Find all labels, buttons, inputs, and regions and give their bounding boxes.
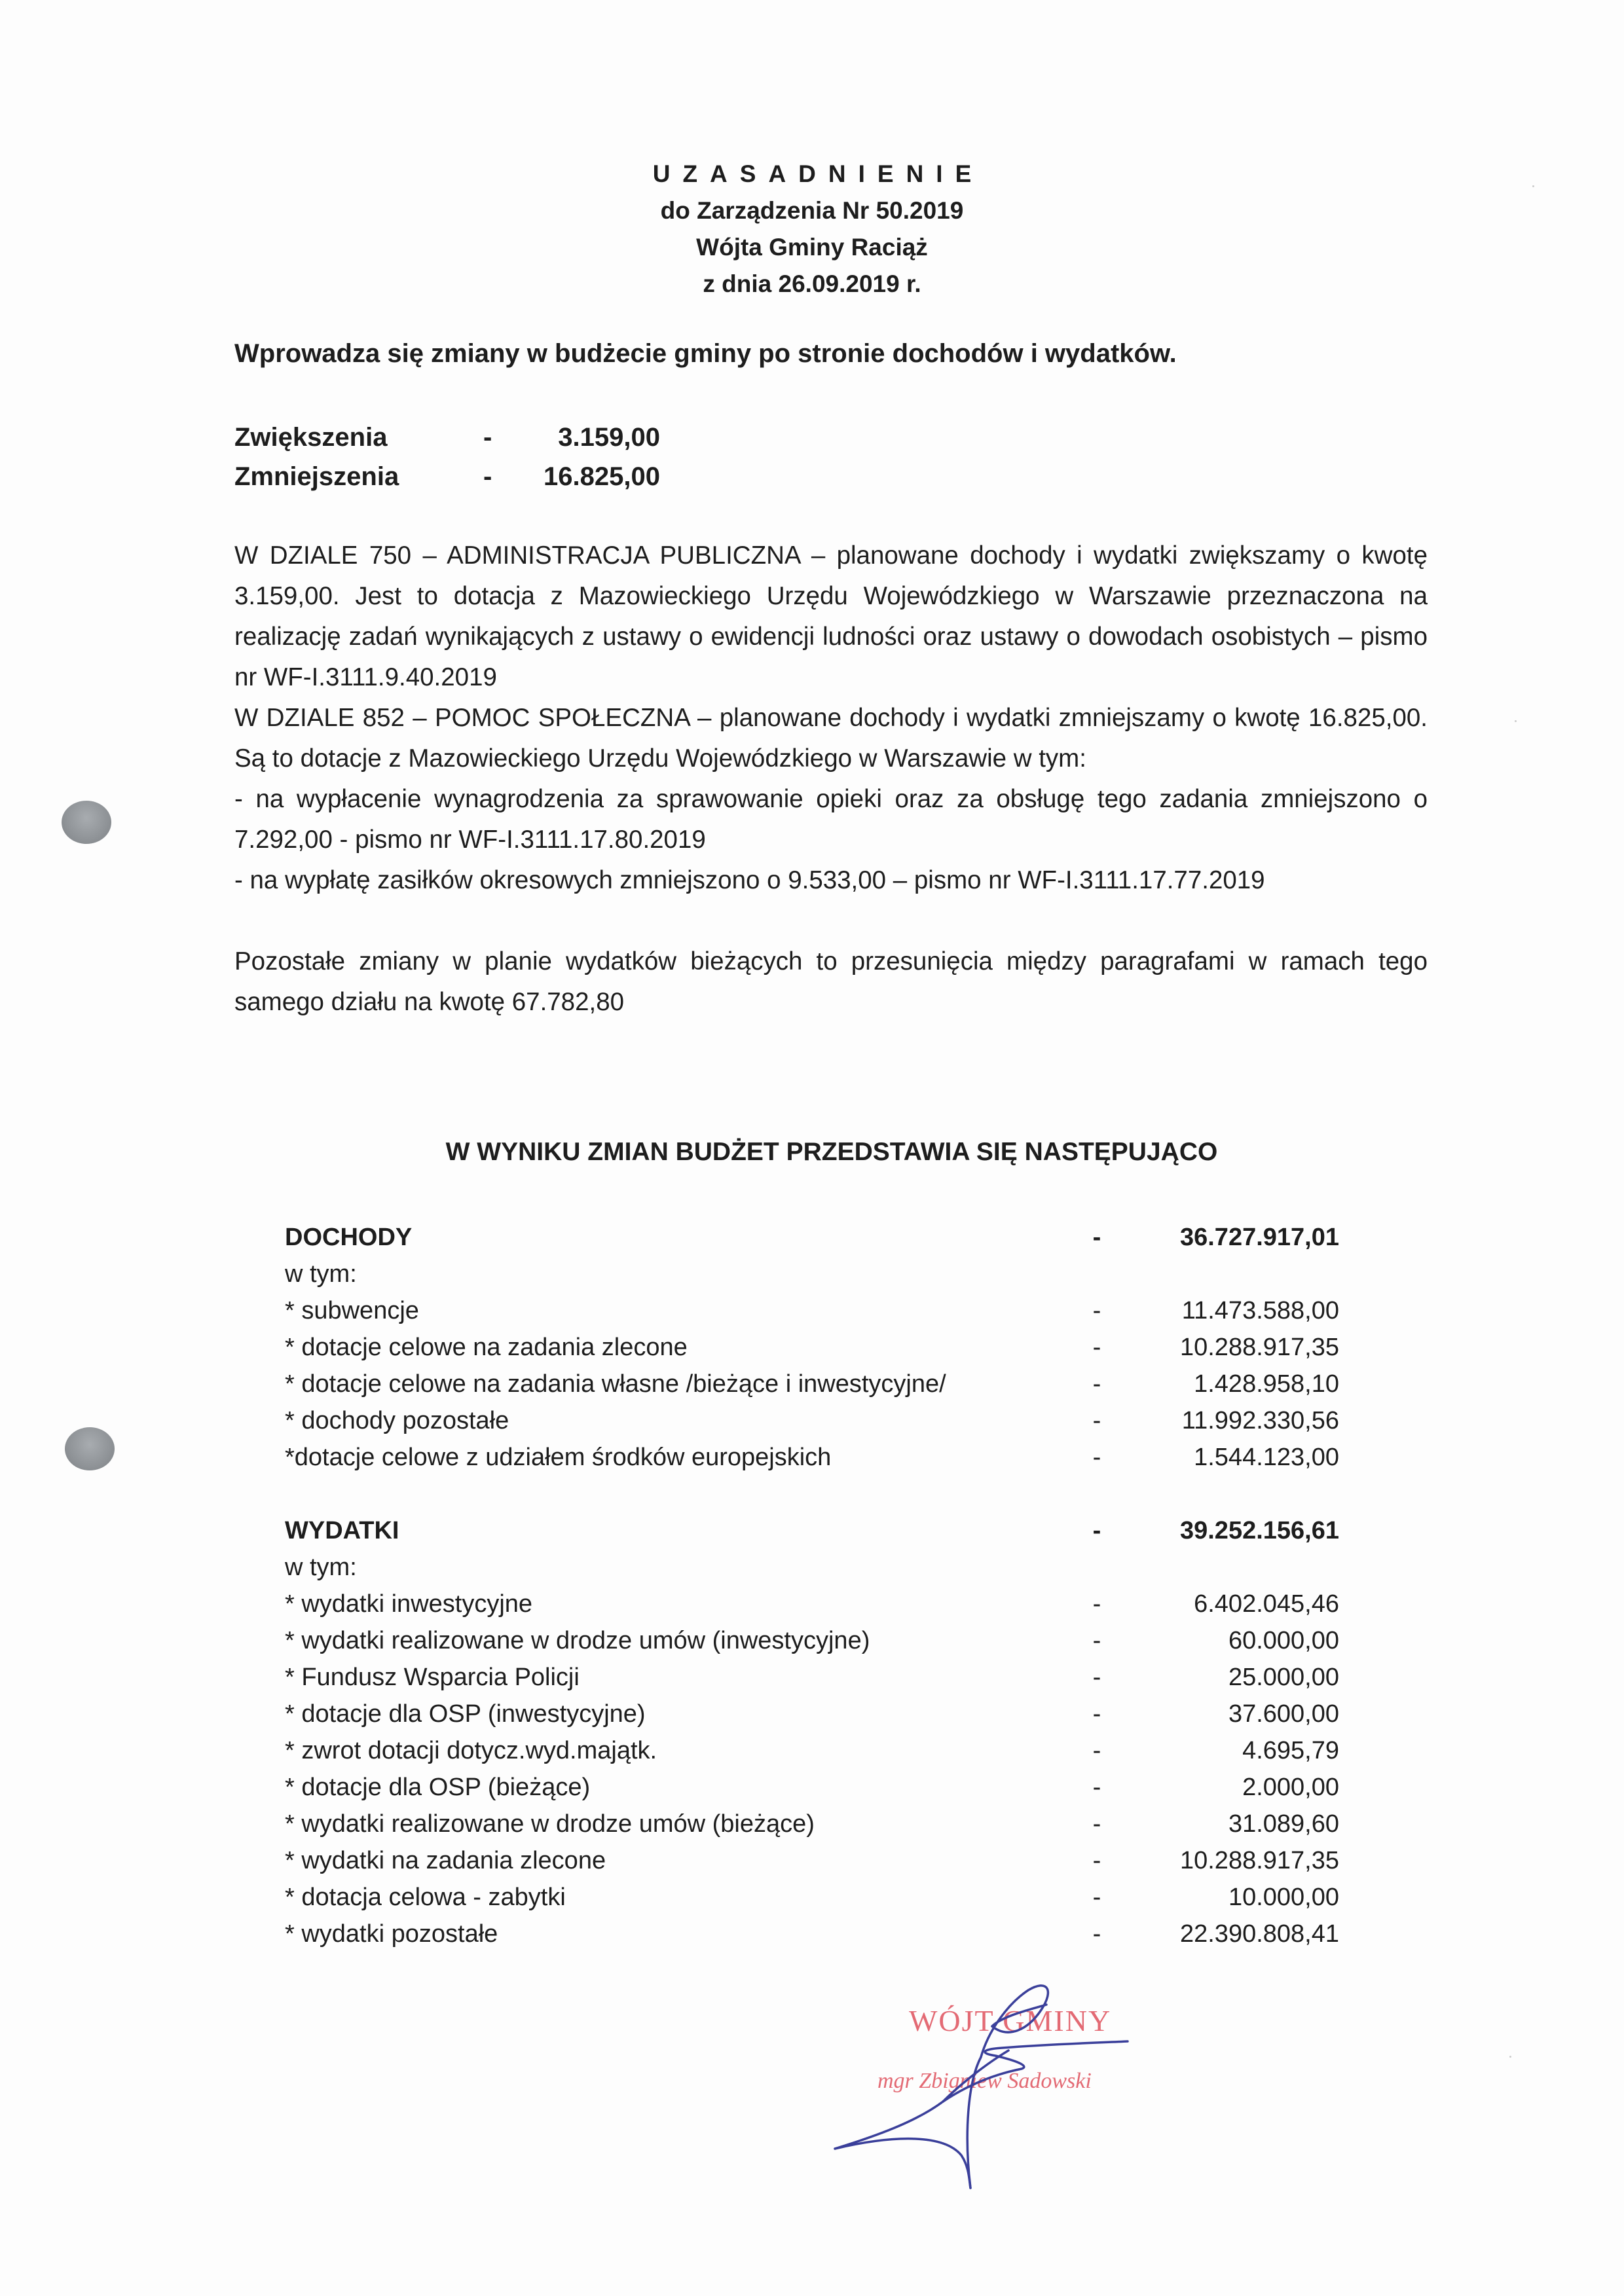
stamp-title: WÓJT GMINY bbox=[909, 2004, 1112, 2037]
row-dash: - bbox=[1092, 1406, 1101, 1434]
row-value: 36.727.917,01 bbox=[1179, 1223, 1339, 1251]
row-dash: - bbox=[1092, 1736, 1101, 1764]
summary-label: Zmniejszenia bbox=[234, 462, 399, 491]
row-dash: - bbox=[1092, 1663, 1101, 1691]
row-value: 37.600,00 bbox=[1228, 1700, 1339, 1728]
row-value: 10.000,00 bbox=[1228, 1883, 1339, 1911]
table-row bbox=[285, 1769, 1339, 1806]
table-row bbox=[285, 1916, 1339, 1952]
row-dash: - bbox=[1092, 1883, 1101, 1911]
summary-dash: - bbox=[483, 462, 492, 491]
budget-result-heading: W WYNIKU ZMIAN BUDŻET PRZEDSTAWIA SIĘ NASTĘPUJĄCO bbox=[445, 1138, 1218, 1166]
signature-stamp bbox=[812, 1964, 1270, 2213]
dochody-w-tym bbox=[285, 1256, 1339, 1292]
issuer: Wójta Gminy Raciąż bbox=[696, 234, 928, 261]
row-label: * zwrot dotacji dotycz.wyd.majątk. bbox=[285, 1736, 657, 1764]
document-title: UZASADNIENIE bbox=[652, 160, 984, 187]
row-label: DOCHODY bbox=[285, 1223, 413, 1251]
row-label: * dotacje celowe na zadania własne /bieżące i inwestycyjne/ bbox=[285, 1370, 946, 1398]
row-label: * wydatki pozostałe bbox=[285, 1920, 498, 1948]
row-label: * wydatki na zadania zlecone bbox=[285, 1846, 606, 1874]
handwritten-signature-icon bbox=[812, 1964, 1270, 2213]
table-row bbox=[285, 1402, 1339, 1439]
row-dash: - bbox=[1092, 1223, 1101, 1251]
row-value: 11.992.330,56 bbox=[1181, 1406, 1339, 1434]
row-value: 2.000,00 bbox=[1242, 1773, 1339, 1801]
row-value: 60.000,00 bbox=[1228, 1626, 1339, 1654]
row-value: 22.390.808,41 bbox=[1179, 1920, 1339, 1948]
table-row bbox=[285, 1842, 1339, 1879]
intro-statement: Wprowadza się zmiany w budżecie gminy po stronie dochodów i wydatków. bbox=[234, 339, 1177, 368]
row-dash: - bbox=[1092, 1846, 1101, 1874]
summary-dash: - bbox=[483, 423, 492, 452]
row-dash: - bbox=[1092, 1626, 1101, 1654]
row-value: 6.402.045,46 bbox=[1194, 1590, 1339, 1618]
table-row bbox=[285, 1292, 1339, 1329]
row-dash: - bbox=[1092, 1920, 1101, 1948]
row-dash: - bbox=[1092, 1590, 1101, 1618]
row-label: * Fundusz Wsparcia Policji bbox=[285, 1663, 580, 1691]
wydatki-total-row bbox=[285, 1512, 1339, 1549]
row-dash: - bbox=[1092, 1333, 1101, 1361]
paragraph-other-changes: Pozostałe zmiany w planie wydatków bieżących to przesunięcia między paragrafami w ramach tego samego działu na kwotę 67.782,80 bbox=[234, 947, 1428, 1016]
row-label: * dotacja celowa - zabytki bbox=[285, 1883, 566, 1911]
row-dash: - bbox=[1092, 1700, 1101, 1728]
stamp-name: mgr Zbigniew Sadowski bbox=[877, 2069, 1092, 2093]
row-dash: - bbox=[1092, 1773, 1101, 1801]
row-label: * dotacje dla OSP (bieżące) bbox=[285, 1773, 591, 1801]
scan-speck bbox=[1509, 2056, 1511, 2058]
table-row bbox=[285, 1586, 1339, 1622]
row-value: 4.695,79 bbox=[1242, 1736, 1339, 1764]
row-label: * dochody pozostałe bbox=[285, 1406, 509, 1434]
dochody-total-row bbox=[285, 1219, 1339, 1256]
table-row bbox=[285, 1366, 1339, 1402]
row-value: 1.544.123,00 bbox=[1194, 1443, 1339, 1471]
punch-hole-top bbox=[62, 801, 111, 844]
justification-body bbox=[234, 536, 1428, 1023]
table-row bbox=[285, 1732, 1339, 1769]
table-row bbox=[285, 1329, 1339, 1366]
wydatki-w-tym bbox=[285, 1549, 1339, 1586]
row-label: * dotacje dla OSP (inwestycyjne) bbox=[285, 1700, 646, 1728]
row-dash: - bbox=[1092, 1810, 1101, 1838]
document-date: z dnia 26.09.2019 r. bbox=[703, 270, 921, 297]
paragraph-item-zasilki: - na wypłatę zasiłków okresowych zmniejszono o 9.533,00 – pismo nr WF-I.3111.17.77.2019 bbox=[234, 866, 1265, 894]
summary-row-decrease bbox=[234, 457, 660, 496]
summary-row-increase bbox=[234, 418, 660, 457]
row-label: * wydatki inwestycyjne bbox=[285, 1590, 533, 1618]
row-value: 1.428.958,10 bbox=[1194, 1370, 1339, 1398]
punch-hole-bottom bbox=[65, 1427, 115, 1470]
row-label: w tym: bbox=[285, 1260, 357, 1288]
row-label: *dotacje celowe z udziałem środków europejskich bbox=[285, 1443, 832, 1471]
row-label: * dotacje celowe na zadania zlecone bbox=[285, 1333, 688, 1361]
row-value: 39.252.156,61 bbox=[1179, 1516, 1339, 1544]
row-dash: - bbox=[1092, 1516, 1101, 1544]
row-value: 10.288.917,35 bbox=[1179, 1846, 1339, 1874]
scan-speck bbox=[1515, 720, 1517, 722]
row-value: 10.288.917,35 bbox=[1179, 1333, 1339, 1361]
row-label: w tym: bbox=[285, 1553, 357, 1581]
summary-value: 3.159,00 bbox=[558, 423, 660, 452]
summary-label: Zwiększenia bbox=[234, 423, 388, 452]
paragraph-item-wynagrodzenia: - na wypłacenie wynagrodzenia za sprawowanie opieki oraz za obsługę tego zadania zmniejszono o 7.292,00 - pismo nr WF-I.3111.17.80.2019 bbox=[234, 785, 1428, 854]
row-label: * subwencje bbox=[285, 1296, 419, 1324]
budget-table bbox=[285, 1219, 1339, 1952]
row-value: 31.089,60 bbox=[1228, 1810, 1339, 1838]
row-label: * wydatki realizowane w drodze umów (inwestycyjne) bbox=[285, 1626, 870, 1654]
table-row bbox=[285, 1806, 1339, 1842]
table-row bbox=[285, 1879, 1339, 1916]
summary-value: 16.825,00 bbox=[544, 462, 660, 491]
document-header bbox=[0, 156, 1624, 302]
table-row bbox=[285, 1622, 1339, 1659]
row-value: 25.000,00 bbox=[1228, 1663, 1339, 1691]
table-row bbox=[285, 1696, 1339, 1732]
row-dash: - bbox=[1092, 1443, 1101, 1471]
ordinance-number: do Zarządzenia Nr 50.2019 bbox=[660, 197, 964, 224]
row-label: WYDATKI bbox=[285, 1516, 399, 1544]
table-row bbox=[285, 1439, 1339, 1476]
row-dash: - bbox=[1092, 1296, 1101, 1324]
change-summary bbox=[234, 418, 660, 496]
table-row bbox=[285, 1659, 1339, 1696]
row-dash: - bbox=[1092, 1370, 1101, 1398]
paragraph-dzial-852: W DZIALE 852 – POMOC SPOŁECZNA – planowane dochody i wydatki zmniejszamy o kwotę 16.825,00. Są to dotacje z Mazowieckiego Urzędu Wojewódzkiego w Warszawie w tym: bbox=[234, 704, 1428, 773]
row-value: 11.473.588,00 bbox=[1181, 1296, 1339, 1324]
row-label: * wydatki realizowane w drodze umów (bieżące) bbox=[285, 1810, 815, 1838]
paragraph-dzial-750: W DZIALE 750 – ADMINISTRACJA PUBLICZNA – planowane dochody i wydatki zwiększamy o kwotę 3.159,00. Jest to dotacja z Mazowieckiego Urzędu Wojewódzkiego w Warszawie przeznaczona na realizację zadań wynikających z ustawy o ewidencji ludności oraz ustawy o dowodach osobistych – pismo nr WF-I.3111.9.40.2019 bbox=[234, 541, 1428, 691]
